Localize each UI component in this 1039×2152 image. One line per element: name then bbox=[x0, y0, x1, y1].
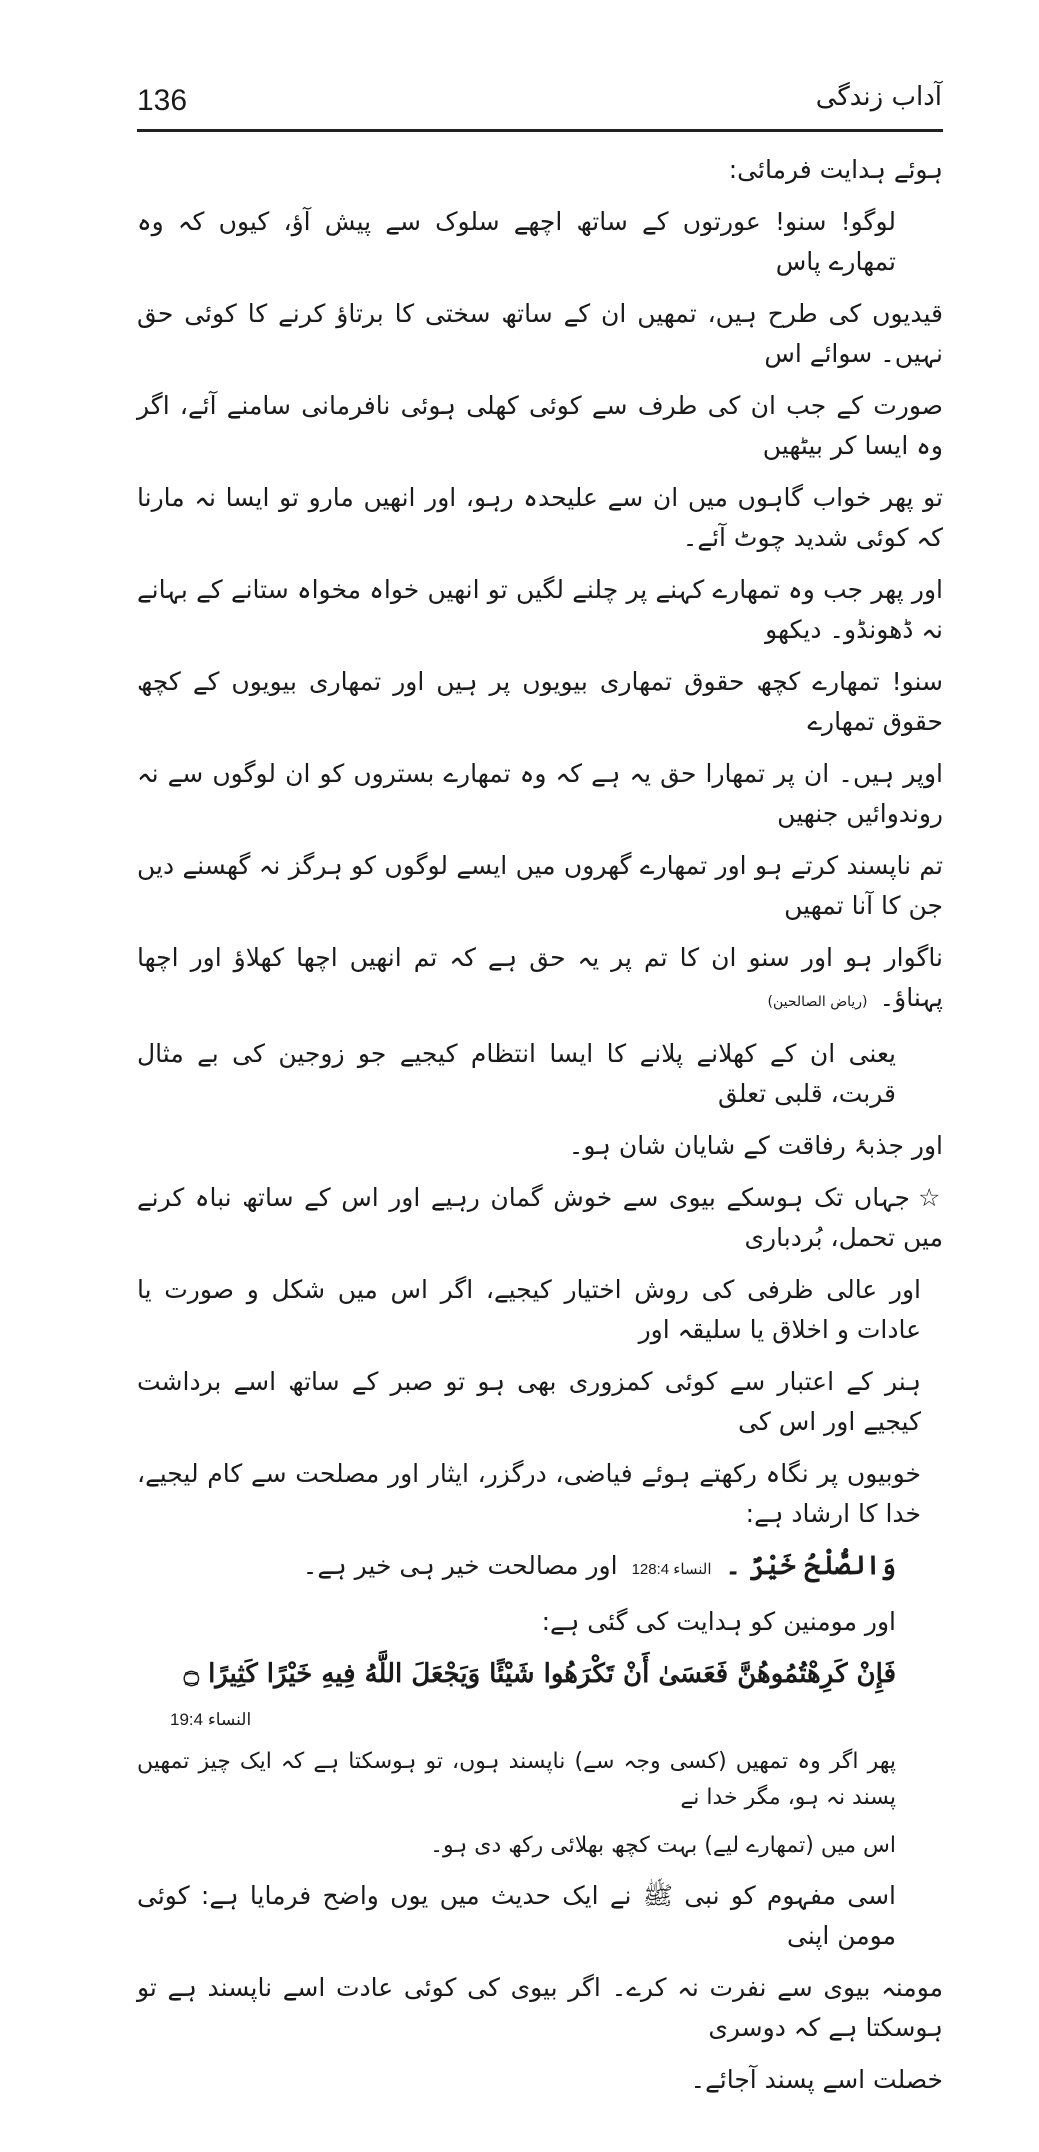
verse-translation: اور مصالحت خیر ہی خیر ہے۔ bbox=[302, 1551, 618, 1580]
text-line: اور مومنین کو ہدایت کی گئی ہے: bbox=[541, 1607, 896, 1636]
text-line: ہنر کے اعتبار سے کوئی کمزوری بھی ہو تو صبر کے ساتھ اسے برداشت کیجیے اور اس کی bbox=[137, 1367, 921, 1436]
star-bullet-icon: ☆ bbox=[917, 1183, 943, 1212]
bullet-line bbox=[137, 1178, 943, 1258]
text-line: مومنہ بیوی سے نفرت نہ کرے۔ اگر بیوی کی کوئی عادت اسے ناپسند ہے تو ہوسکتا ہے کہ دوسری bbox=[137, 1973, 943, 2042]
page-number: 136 bbox=[137, 84, 188, 117]
page-body bbox=[137, 136, 943, 2152]
text-line: اور جذبۂ رفاقت کے شایان شان ہو۔ bbox=[568, 1131, 943, 1160]
text-line: خصلت اسے پسند آجائے۔ bbox=[690, 2065, 943, 2094]
verse-reference: النساء 128:4 bbox=[631, 1561, 712, 1578]
source-citation: (ریاض الصالحین) bbox=[767, 994, 868, 1010]
text-line: لوگو! سنو! عورتوں کے ساتھ اچھے سلوک سے پیش آؤ، کیوں کہ وہ تمھارے پاس bbox=[137, 207, 896, 276]
translation-line: اس میں (تمھارے لیے) بہت کچھ بھلائی رکھ دی ہو۔ bbox=[430, 1833, 896, 1858]
text-line: صورت کے جب ان کی طرف سے کوئی کھلی ہوئی نافرمانی سامنے آئے، اگر وہ ایسا کر بیٹھیں bbox=[137, 391, 943, 460]
text-line: اوپر ہیں۔ ان پر تمھارا حق یہ ہے کہ وہ تمھارے بستروں کو ان لوگوں سے نہ روندوائیں جنھیں bbox=[137, 759, 943, 828]
text-line: سنو! تمھارے کچھ حقوق تمھاری بیویوں پر ہیں اور تمھاری بیویوں کے کچھ حقوق تمھارے bbox=[137, 667, 943, 736]
text-line bbox=[137, 938, 943, 1022]
verse-line bbox=[137, 1546, 896, 1590]
text-line: اور پھر جب وہ تمھارے کہنے پر چلنے لگیں تو انھیں خواہ مخواہ ستانے کے بہانے نہ ڈھونڈو۔ دیکھو bbox=[137, 575, 943, 644]
book-title: آداب زندگی bbox=[815, 82, 942, 112]
line-text: ناگوار ہو اور سنو ان کا تم پر یہ حق ہے کہ تم انھیں اچھا کھلاؤ اور اچھا پہناؤ۔ bbox=[137, 943, 943, 1012]
text-line: تو پھر خواب گاہوں میں ان سے علیحدہ رہو، اور انھیں مارو تو ایسا نہ مارنا کہ کوئی شدید چوٹ آئے۔ bbox=[137, 483, 943, 552]
quran-verse: فَإِنْ كَرِهْتُمُوهُنَّ فَعَسَىٰ أَنْ تَكْرَهُوا شَيْئًا وَيَجْعَلَ اللَّهُ فِيهِ خَيْرًا كَثِيرًا ۝ bbox=[183, 1659, 896, 1689]
text-line: اور عالی ظرفی کی روش اختیار کیجیے، اگر اس میں شکل و صورت یا عادات و اخلاق یا سلیقہ اور bbox=[137, 1275, 921, 1344]
line-text: جہاں تک ہوسکے بیوی سے خوش گمان رہیے اور اس کے ساتھ نباہ کرنے میں تحمل، بُردباری bbox=[137, 1183, 943, 1252]
text-line: یعنی ان کے کھلانے پلانے کا ایسا انتظام کیجیے جو زوجین کی بے مثال قربت، قلبی تعلق bbox=[137, 1039, 896, 1108]
header-divider bbox=[137, 129, 943, 132]
text-line: اسی مفہوم کو نبی ﷺ نے ایک حدیث میں یوں واضح فرمایا ہے: کوئی مومن اپنی bbox=[137, 1881, 896, 1950]
text-line: تم ناپسند کرتے ہو اور تمھارے گھروں میں ایسے لوگوں کو ہرگز نہ گھسنے دیں جن کا آنا تمھیں bbox=[137, 851, 943, 920]
text-line: خوبیوں پر نگاہ رکھتے ہوئے فیاضی، درگزر، ایثار اور مصلحت سے کام لیجیے، خدا کا ارشاد ہے: bbox=[137, 1459, 921, 1528]
text-line: قیدیوں کی طرح ہیں، تمھیں ان کے ساتھ سختی کا برتاؤ کرنے کا کوئی حق نہیں۔ سوائے اس bbox=[137, 299, 943, 368]
verse-reference: النساء 19:4 bbox=[170, 1710, 252, 1729]
quran-verse: وَالصُّلْحُ خَيْرٌ ۔ bbox=[725, 1551, 896, 1581]
text-line: ہوئے ہدایت فرمائی: bbox=[728, 155, 943, 184]
translation-line: پھر اگر وہ تمھیں (کسی وجہ سے) ناپسند ہوں، تو ہوسکتا ہے کہ ایک چیز تمھیں پسند نہ ہو، مگر خدا نے bbox=[137, 1749, 896, 1810]
running-header bbox=[0, 0, 1039, 136]
